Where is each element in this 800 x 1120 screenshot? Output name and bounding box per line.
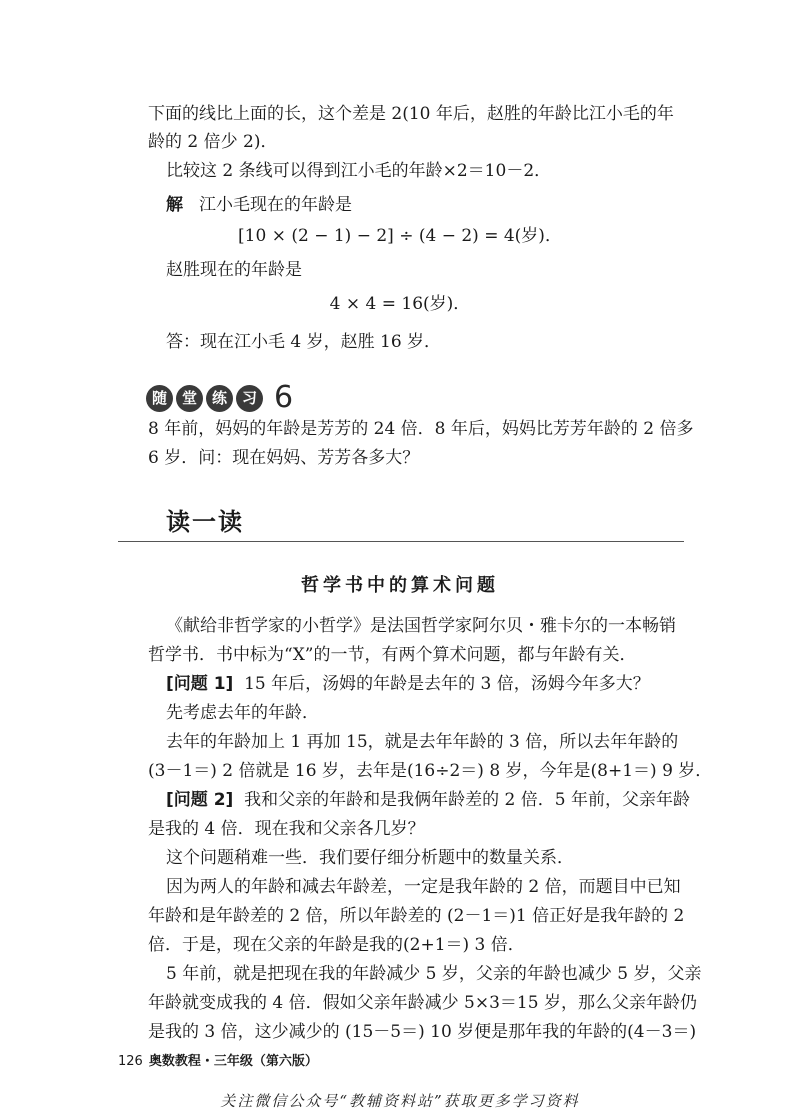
solution-text: 江小毛现在的年龄是 <box>199 195 352 215</box>
text-line: 下面的线比上面的长，这个差是 2(10 年后，赵胜的年龄比江小毛的年 <box>148 104 674 124</box>
solution-line <box>166 193 352 217</box>
section-divider <box>118 541 684 542</box>
text-line: 年龄就变成我的 4 倍．假如父亲年龄减少 5×3＝15 岁，那么父亲年龄仍 <box>148 993 697 1013</box>
practice-line: 6 岁．问：现在妈妈、芳芳各多大？ <box>148 448 420 468</box>
practice-badge-char: 堂 <box>176 385 203 412</box>
text-line: 《献给非哲学家的小哲学》是法国哲学家阿尔贝・雅卡尔的一本畅销 <box>166 616 676 636</box>
page-footer <box>118 1050 318 1069</box>
practice-badge-char: 练 <box>206 385 233 412</box>
text-line: 是我的 4 倍．现在我和父亲各几岁？ <box>148 819 425 839</box>
text-line: 去年的年龄加上 1 再加 15，就是去年年龄的 3 倍，所以去年年龄的 <box>166 732 679 752</box>
book-title: 奥数教程・三年级（第六版） <box>148 1054 318 1069</box>
question-1 <box>166 672 650 696</box>
text-line: (3－1＝) 2 倍就是 16 岁，去年是(16÷2＝) 8 岁，今年是(8+1＝) 9 岁． <box>148 761 713 781</box>
question-label: [问题 2] <box>166 790 234 810</box>
question-2 <box>166 788 690 812</box>
question-label: [问题 1] <box>166 674 234 694</box>
article-title: 哲学书中的算术问题 <box>301 575 499 596</box>
solution-label: 解 <box>166 195 183 215</box>
text-line: 倍．于是，现在父亲的年龄是我的(2+1＝) 3 倍． <box>148 935 525 955</box>
text-line: 是我的 3 倍，这少减少的 (15－5＝) 10 岁便是那年我的年龄的(4－3＝) <box>148 1022 697 1042</box>
footer-notice: 关注微信公众号“教辅资料站”获取更多学习资料 <box>220 1092 580 1110</box>
practice-line: 8 年前，妈妈的年龄是芳芳的 24 倍．8 年后，妈妈比芳芳年龄的 2 倍多 <box>148 419 694 439</box>
text-line: 龄的 2 倍少 2)． <box>148 132 278 152</box>
text-line: 5 年前，就是把现在我的年龄减少 5 岁，父亲的年龄也减少 5 岁，父亲 <box>166 964 702 984</box>
answer-line: 答：现在江小毛 4 岁，赵胜 16 岁． <box>166 332 442 352</box>
practice-number: 6 <box>274 380 294 415</box>
text-line: 赵胜现在的年龄是 <box>166 260 302 280</box>
formula: [10 × (2 − 1) − 2] ÷ (4 − 2) = 4(岁)． <box>238 226 562 246</box>
text-line: 这个问题稍难一些．我们要仔细分析题中的数量关系． <box>166 848 574 868</box>
section-title: 读一读 <box>166 508 244 536</box>
practice-badge-char: 习 <box>236 385 263 412</box>
text-line: 因为两人的年龄和减去年龄差，一定是我年龄的 2 倍，而题目中已知 <box>166 877 681 897</box>
text-line: 年龄和是年龄差的 2 倍，所以年龄差的 (2－1＝)1 倍正好是我年龄的 2 <box>148 906 685 926</box>
text-line: 哲学书．书中标为“X”的一节，有两个算术问题，都与年龄有关． <box>148 645 637 665</box>
question-text: 我和父亲的年龄和是我俩年龄差的 2 倍．5 年前，父亲年龄 <box>244 790 690 810</box>
text-line: 先考虑去年的年龄． <box>166 703 319 723</box>
practice-heading <box>146 380 294 415</box>
practice-badge-char: 随 <box>146 385 173 412</box>
page-number: 126 <box>118 1054 143 1069</box>
question-text: 15 年后，汤姆的年龄是去年的 3 倍，汤姆今年多大？ <box>244 674 650 694</box>
formula: 4 × 4 = 16(岁)． <box>329 294 471 314</box>
text-line: 比较这 2 条线可以得到江小毛的年龄×2＝10－2． <box>166 161 552 181</box>
